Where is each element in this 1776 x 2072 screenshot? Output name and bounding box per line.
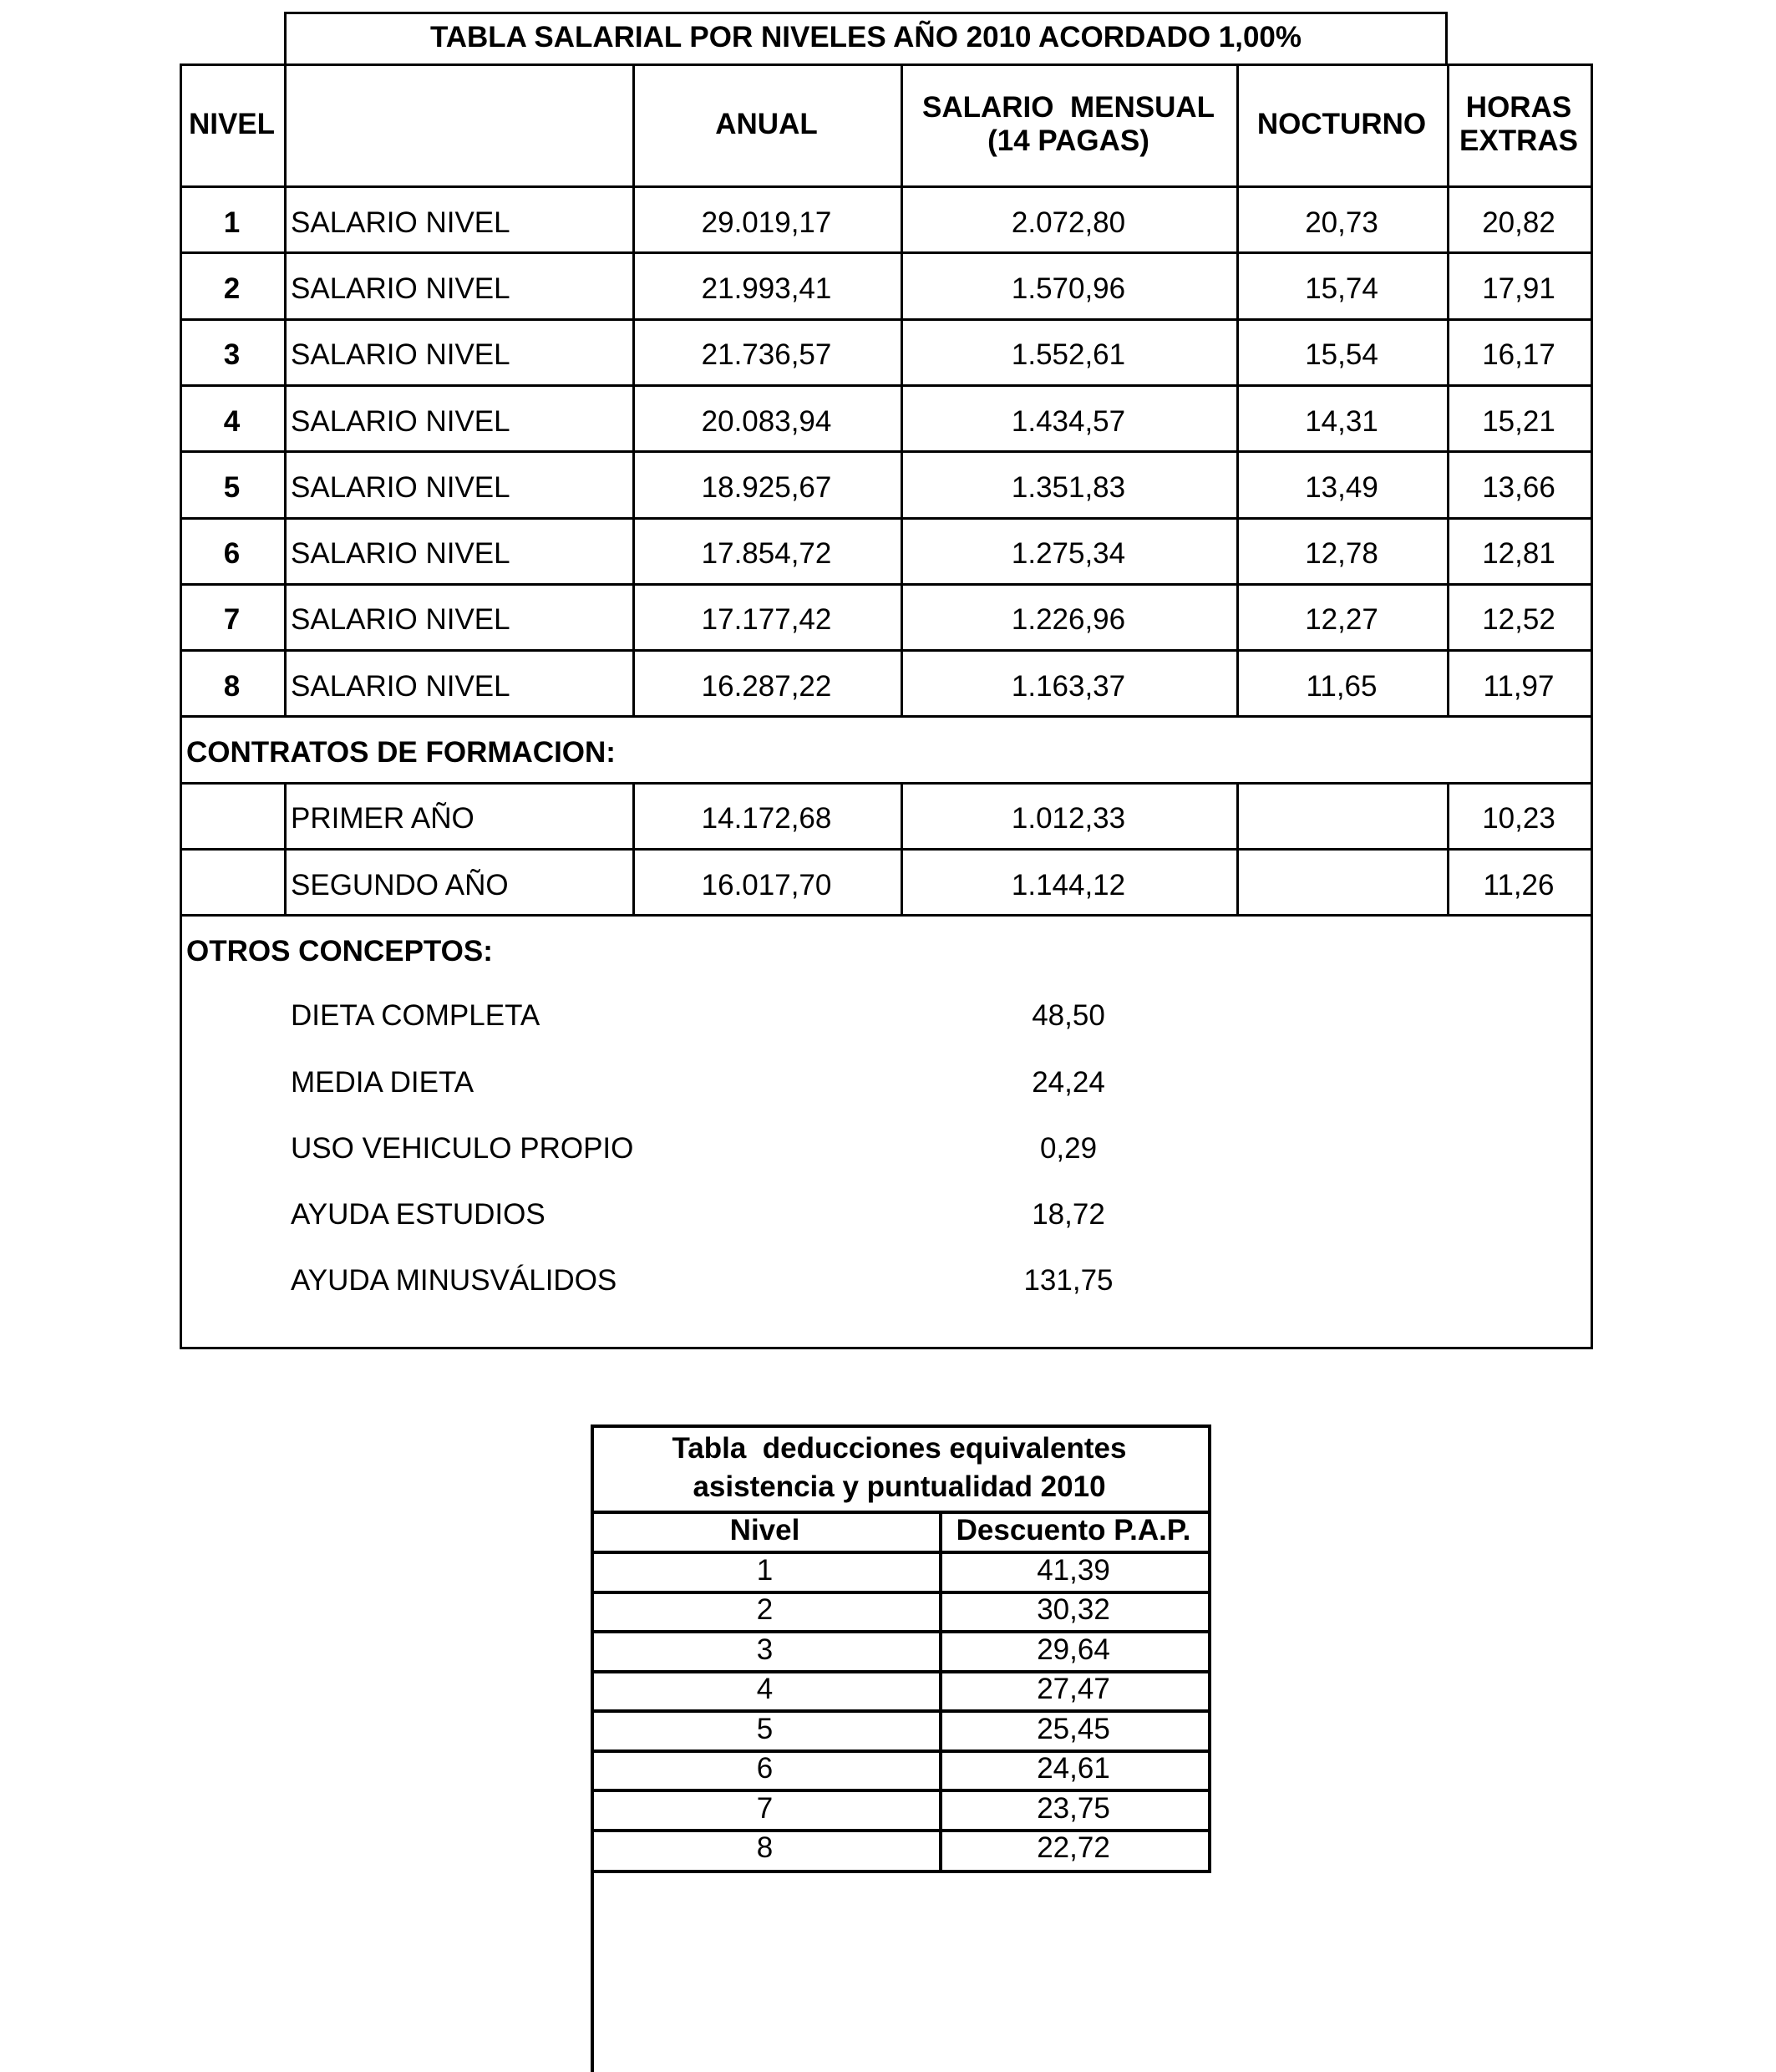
otros-concepto: AYUDA ESTUDIOS [291,1198,545,1232]
deduction-row-nivel: 4 [756,1673,774,1706]
column-header-nivel: Nivel [729,1514,800,1546]
table-row-concepto: SALARIO NIVEL [291,338,510,372]
table-row-concepto: SALARIO NIVEL [291,669,510,703]
table-row-horas: 12,52 [1482,603,1555,637]
otros-valor: 48,50 [1032,999,1105,1033]
column-header-descuento: Descuento P.A.P. [956,1514,1191,1546]
contrato-horas: 11,26 [1483,868,1555,901]
otros-valor: 18,72 [1032,1198,1105,1232]
table-row-mensual: 1.275,34 [1011,537,1126,571]
table-row-concepto: SALARIO NIVEL [291,272,510,305]
table-row-nivel: 8 [223,669,241,703]
otros-concepto: AYUDA MINUSVÁLIDOS [291,1264,617,1298]
table-row-mensual: 1.434,57 [1011,404,1126,438]
table-row-horas: 17,91 [1482,272,1555,305]
table-row-nivel: 6 [223,537,241,571]
table-row-horas: 13,66 [1482,470,1555,504]
table-border [180,251,1593,254]
table-row-concepto: SALARIO NIVEL [291,537,510,571]
deductions-title-line-2: asistencia y puntualidad 2010 [693,1470,1106,1503]
table-border [180,185,1593,188]
table-row-nocturno: 12,27 [1305,603,1378,637]
table-row-mensual: 1.351,83 [1011,470,1126,504]
table-row-mensual: 1.552,61 [1011,338,1126,372]
table-row-mensual: 1.570,96 [1011,272,1126,305]
contrato-concepto: PRIMER AÑO [291,802,474,835]
deduction-row-nivel: 1 [756,1553,774,1587]
contratos-heading: CONTRATOS DE FORMACION: [186,736,616,769]
table-row-concepto: SALARIO NIVEL [291,603,510,637]
deduction-row-descuento: 29,64 [1037,1633,1110,1666]
table-border [180,848,1593,851]
table-row-nocturno: 14,31 [1305,404,1378,438]
horas-line-2: EXTRAS [1459,124,1578,157]
table-row-anual: 16.287,22 [701,669,832,703]
otros-concepto: MEDIA DIETA [291,1065,474,1099]
otros-concepto: USO VEHICULO PROPIO [291,1131,634,1165]
deduction-row-nivel: 5 [756,1712,774,1745]
table-border [180,583,1593,586]
deduction-row-descuento: 24,61 [1037,1752,1110,1785]
table-border [591,1870,1211,1873]
table-row-concepto: SALARIO NIVEL [291,404,510,438]
table-row-nivel: 1 [223,206,241,239]
table-row-concepto: SALARIO NIVEL [291,470,510,504]
table-row-nocturno: 11,65 [1306,669,1378,703]
table-row-anual: 21.736,57 [701,338,832,372]
table-border [180,649,1593,652]
column-header-anual: ANUAL [715,108,818,140]
horas-line-1: HORAS [1465,91,1572,124]
otros-valor: 24,24 [1032,1065,1105,1099]
contrato-mensual: 1.012,33 [1011,802,1126,835]
table-row-mensual: 2.072,80 [1011,206,1126,239]
contrato-anual: 14.172,68 [701,802,832,835]
table-row-nivel: 2 [223,272,241,305]
deduction-row-descuento: 41,39 [1037,1553,1110,1587]
table-row-nocturno: 13,49 [1305,470,1378,504]
table-row-anual: 17.854,72 [701,537,832,571]
table-row-horas: 20,82 [1482,206,1555,239]
table-row-nivel: 4 [223,404,241,438]
table-row-nivel: 5 [223,470,241,504]
table-row-nocturno: 15,54 [1305,338,1378,372]
deduction-row-descuento: 27,47 [1037,1673,1110,1706]
contrato-mensual: 1.144,12 [1011,868,1126,901]
table-title: TABLA SALARIAL POR NIVELES AÑO 2010 ACORDADO 1,00% [429,21,1302,53]
deduction-row-descuento: 25,45 [1037,1712,1110,1745]
table-border [180,914,1593,917]
deduction-row-nivel: 6 [756,1752,774,1785]
mensual-line-2: (14 PAGAS) [987,124,1149,157]
table-row-horas: 16,17 [1482,338,1555,372]
table-row-horas: 12,81 [1482,537,1555,571]
contrato-nocturno [1236,790,1447,848]
table-border [180,1347,1593,1349]
deductions-title [591,1424,1208,1511]
otros-valor: 131,75 [1023,1264,1114,1298]
table-border [180,450,1593,453]
column-header-mensual [901,63,1236,185]
table-row-mensual: 1.163,37 [1011,669,1126,703]
table-row-horas: 11,97 [1483,669,1555,703]
column-header-nivel: NIVEL [188,108,276,140]
column-header-nocturno: NOCTURNO [1256,108,1427,140]
otros-concepto: DIETA COMPLETA [291,999,540,1033]
table-border [1591,63,1593,1349]
column-header-horas-extras [1447,63,1591,185]
table-row-anual: 21.993,41 [701,272,832,305]
otros-valor: 0,29 [1039,1131,1098,1165]
table-row-nocturno: 20,73 [1305,206,1378,239]
table-row-anual: 20.083,94 [701,404,832,438]
table-row-nocturno: 12,78 [1305,537,1378,571]
table-row-nivel: 3 [223,338,241,372]
deduction-row-nivel: 8 [756,1831,774,1865]
table-row-nocturno: 15,74 [1305,272,1378,305]
contrato-concepto: SEGUNDO AÑO [291,868,509,901]
otros-heading: OTROS CONCEPTOS: [186,934,493,967]
table-row-anual: 29.019,17 [701,206,832,239]
deduction-row-descuento: 22,72 [1037,1831,1110,1865]
table-border [180,517,1593,520]
table-row-mensual: 1.226,96 [1011,603,1126,637]
deductions-title-line-1: Tabla deducciones equivalentes [672,1431,1127,1465]
deduction-row-nivel: 3 [756,1633,774,1666]
deduction-row-nivel: 2 [756,1593,774,1627]
deduction-row-descuento: 30,32 [1037,1593,1110,1627]
table-border [180,782,1593,785]
deduction-row-descuento: 23,75 [1037,1791,1110,1825]
deduction-row-nivel: 7 [756,1791,774,1825]
table-border [1208,1424,1211,1873]
table-border [180,318,1593,321]
table-border [180,715,1593,718]
table-row-nivel: 7 [223,603,241,637]
table-row-concepto: SALARIO NIVEL [291,206,510,239]
table-row-anual: 17.177,42 [701,603,832,637]
mensual-line-1: SALARIO MENSUAL [922,91,1215,124]
contrato-nocturno [1236,856,1447,914]
table-row-horas: 15,21 [1482,404,1555,438]
table-border [180,384,1593,387]
contrato-horas: 10,23 [1482,802,1555,835]
contrato-anual: 16.017,70 [701,868,832,901]
table-row-anual: 18.925,67 [701,470,832,504]
